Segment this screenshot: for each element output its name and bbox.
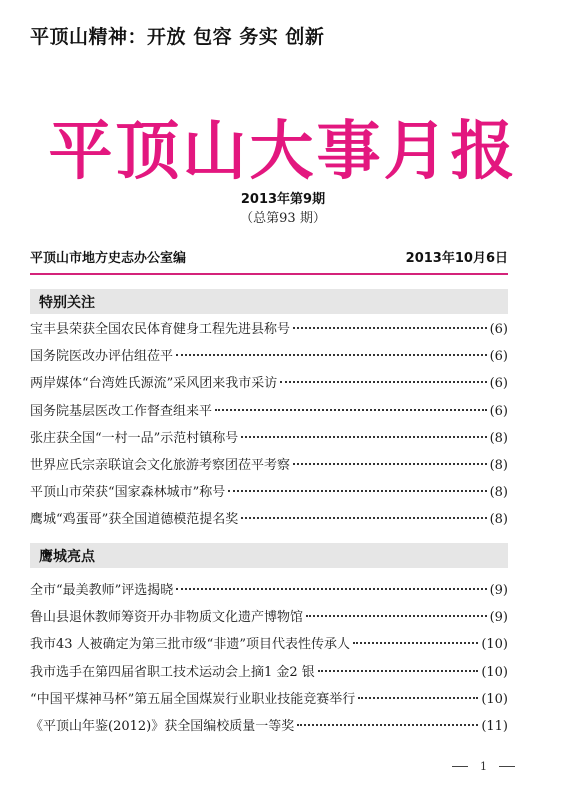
motto: 平顶山精神：开放 包容 务实 创新 — [30, 26, 325, 48]
toc-item-title: 张庄获全国“一村一品”示范村镇称号 — [30, 430, 239, 446]
toc-item-page: (9) — [489, 583, 508, 598]
toc-item-page: (10) — [481, 664, 508, 680]
toc-item[interactable] — [30, 454, 508, 481]
toc-item-title: 我市选手在第四届省职工技术运动会上摘1 金2 银 — [30, 664, 315, 680]
masthead-title: 平顶山大事月报 — [48, 114, 518, 189]
dot-leader — [297, 724, 478, 726]
toc-list-special-focus — [30, 318, 508, 536]
dot-leader — [176, 588, 486, 590]
toc-item[interactable] — [30, 345, 508, 372]
toc-item-page: (6) — [489, 349, 508, 365]
issue-number: 2013年第9期 — [240, 192, 326, 207]
dot-leader — [293, 327, 487, 329]
dot-leader — [176, 354, 487, 356]
footer-dash — [452, 766, 468, 767]
total-issue-number: （总第93 期） — [240, 211, 326, 226]
dot-leader — [241, 436, 486, 438]
toc-list-eagle-city-highlights — [30, 579, 508, 742]
dot-leader — [306, 615, 487, 617]
toc-item[interactable] — [30, 579, 508, 606]
toc-item-page: (8) — [489, 512, 508, 528]
dot-leader — [241, 517, 486, 519]
toc-item-page: (8) — [489, 485, 508, 501]
dot-leader — [318, 670, 479, 672]
toc-item-title: 国务院医改办评估组莅平 — [30, 349, 174, 365]
toc-item[interactable] — [30, 688, 508, 715]
toc-item[interactable] — [30, 715, 508, 742]
toc-item[interactable] — [30, 508, 508, 535]
toc-item[interactable] — [30, 400, 508, 427]
dot-leader — [280, 381, 486, 383]
toc-item-page: (8) — [489, 430, 508, 446]
toc-item[interactable] — [30, 427, 508, 454]
footer-dash — [499, 766, 515, 767]
toc-item[interactable] — [30, 318, 508, 345]
toc-item-title: 我市43 人被确定为第三批市级“非遗”项目代表性传承人 — [30, 637, 350, 653]
section-header-eagle-city-highlights — [30, 543, 508, 568]
toc-item[interactable] — [30, 606, 508, 633]
dot-leader — [353, 642, 478, 644]
section-header-special-focus — [30, 289, 508, 314]
publication-date: 2013年10月6日 — [405, 251, 508, 266]
publication-meta — [30, 247, 508, 266]
toc-item-page: (9) — [489, 610, 508, 626]
toc-item-page: (11) — [481, 718, 508, 734]
toc-item-title: 全市“最美教师”评选揭晓 — [30, 583, 174, 598]
toc-item-title: 《平顶山年鉴(2012)》获全国编校质量一等奖 — [30, 718, 295, 734]
toc-item-page: (6) — [489, 403, 508, 419]
toc-item-page: (6) — [489, 322, 508, 337]
editor-label: 平顶山市地方史志办公室编 — [30, 251, 187, 266]
header-rule — [30, 273, 508, 275]
toc-item-title: 鲁山县退休教师筹资开办非物质文化遗产博物馆 — [30, 610, 304, 626]
toc-item-title: 世界应氏宗亲联谊会文化旅游考察团莅平考察 — [30, 457, 291, 473]
section-title: 特别关注 — [39, 295, 95, 311]
toc-item-page: (6) — [489, 376, 508, 392]
dot-leader — [228, 490, 486, 492]
toc-item-title: 宝丰县荣获全国农民体育健身工程先进县称号 — [30, 322, 291, 337]
page-number: 1 — [480, 760, 487, 773]
toc-item-title: 鹰城“鸡蛋哥”获全国道德模范提名奖 — [30, 512, 239, 528]
toc-item[interactable] — [30, 633, 508, 660]
toc-item[interactable] — [30, 481, 508, 508]
dot-leader — [293, 463, 487, 465]
toc-item[interactable] — [30, 661, 508, 688]
toc-item-title: 国务院基层医改工作督查组来平 — [30, 403, 213, 419]
dot-leader — [358, 697, 478, 699]
toc-item-title: “中国平煤神马杯”第五届全国煤炭行业职业技能竞赛举行 — [30, 691, 356, 707]
dot-leader — [215, 409, 487, 411]
page-footer — [440, 760, 527, 773]
toc-item-title: 两岸媒体“台湾姓氏源流”采风团来我市采访 — [30, 376, 278, 392]
toc-item-page: (8) — [489, 457, 508, 473]
toc-item[interactable] — [30, 372, 508, 399]
section-title: 鹰城亮点 — [39, 549, 95, 565]
toc-item-page: (10) — [481, 691, 508, 707]
toc-item-page: (10) — [481, 637, 508, 653]
toc-item-title: 平顶山市荣获“国家森林城市”称号 — [30, 485, 226, 501]
